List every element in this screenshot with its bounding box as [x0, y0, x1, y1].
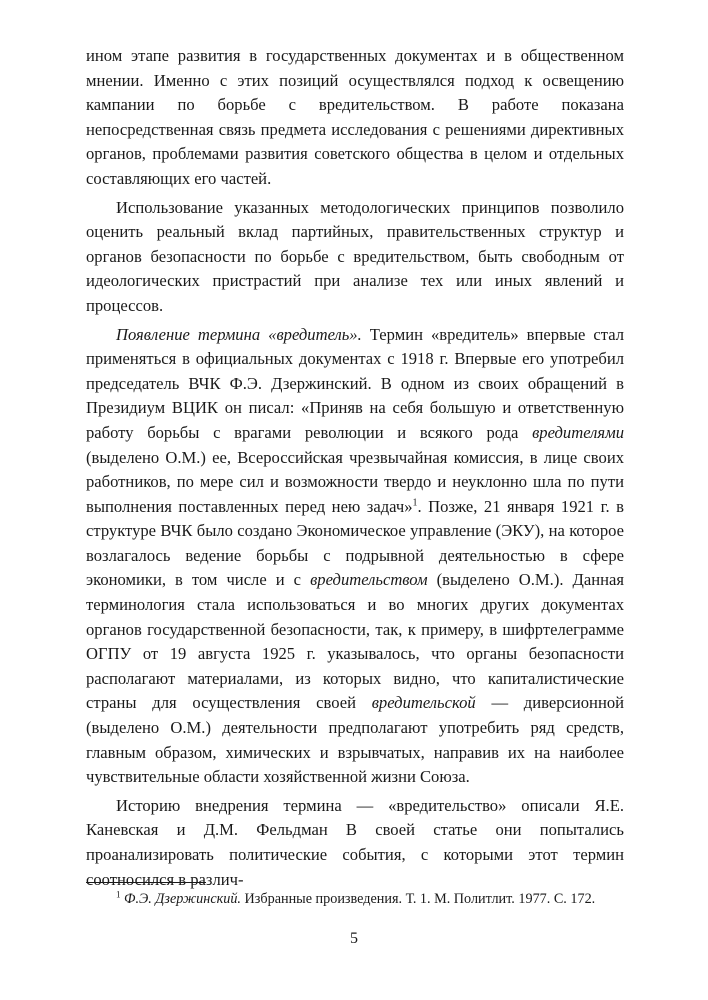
paragraph-text: (выделено О.М.) ее, Всероссийская чрезвычайная комиссия, в лице своих работников, по мере сил и возможности твердо и неуклонно шла по пути выполнения поставленных перед нею задач» — [86, 447, 624, 516]
footnote — [86, 889, 624, 911]
footnote-reference: 1 — [412, 497, 418, 509]
paragraph-methodology — [86, 196, 624, 319]
paragraph-text: . Позже, 21 января 1921 г. в структуре ВЧК было создано Экономическое управление (ЭКУ), на которое возлагалось ведение борьбы с подрывной деятельностью в сфере экономики, в том числе и с — [86, 496, 624, 590]
page-number: 5 — [350, 930, 358, 947]
emphasis-text: вредительской — [371, 693, 476, 713]
paragraph-text: ином этапе развития в государственных документах и в общественном мнении. Именно с этих позиций осуществлялся подход к освещению кампании по борьбе с вредительством. В работе показана непосредственная связь предмета исследования с решениями директивных органов, проблемами развития советского общества в целом и отдельных составляющих его частей. — [86, 46, 624, 188]
paragraph-text: Использование указанных методологических принципов позволило оценить реальный вклад партийных, правительственных структур и органов безопасности по борьбе с вредительством, быть свободным от идеологических пристрастий при анализе тех или иных явлений и процессов. — [86, 197, 624, 315]
paragraph-text: — диверсионной (выделено О.М.) деятельности предполагают употребить ряд средств, главным образом, химических и взрывчатых, направив их на наиболее чувствительные области хозяйственной жизни Союза. — [86, 693, 624, 787]
emphasis-text: вредителями — [532, 422, 624, 442]
paragraph-continuation — [86, 44, 624, 192]
section-heading-italic: Появление термина «вредитель». — [116, 324, 362, 344]
paragraph-text: (выделено О.М.). Данная терминология стала использоваться и во многих других документах органов государственной безопасности, так, к примеру, в шифртелеграмме ОГПУ от 19 августа 1925 г. указывалось, что органы безопасности располагают материалами, из которых видно, что капиталистические страны для осуществления своей — [86, 570, 624, 713]
paragraph-history — [86, 794, 624, 892]
paragraph-text: Термин «вредитель» впервые стал применяться в официальных документах с 1918 г. Впервые его употребил председатель ВЧК Ф.Э. Дзержинский. В одном из своих обращений в Президиум ВЦИК он писал: «Приняв на себя большую и ответственную работу борьбы с врагами революции и всякого рода — [86, 324, 624, 442]
paragraph-text: Историю внедрения термина — «вредительство» описали Я.Е. Каневская и Д.М. Фельдман В своей статье они попытались проанализировать политические события, с которыми этот термин соотносился в различ- — [86, 795, 624, 889]
footnote-author: Ф.Э. Дзержинский. — [124, 891, 241, 907]
paragraph-term-origin — [86, 323, 624, 790]
page-body — [86, 44, 624, 892]
footnote-text: Избранные произведения. Т. 1. М. Политлит. 1977. С. 172. — [240, 891, 596, 907]
footnote-marker: 1 — [116, 889, 121, 900]
footnote-divider — [86, 882, 206, 883]
emphasis-text: вредительством — [310, 570, 428, 590]
